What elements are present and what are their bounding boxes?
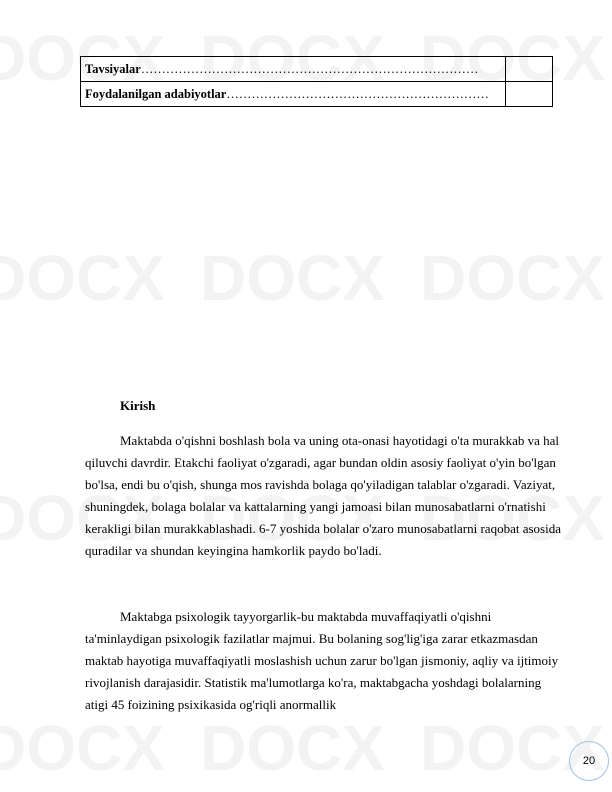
- toc-page-number: [506, 57, 553, 82]
- toc-dot-leader: ………………………………………………………: [226, 86, 489, 101]
- svg-text:DOCX: [0, 712, 165, 784]
- toc-entry[interactable]: [81, 82, 506, 107]
- toc-entry-title: Foydalanilgan adabiyotlar: [85, 86, 227, 101]
- page-number-badge: 20: [569, 741, 609, 781]
- toc-entry-title: Tavsiyalar: [85, 61, 141, 76]
- toc-row: [81, 82, 553, 107]
- section-heading: Kirish: [120, 398, 156, 413]
- svg-text:DOCX: [420, 242, 605, 314]
- toc-page-number: [506, 82, 553, 107]
- svg-text:DOCX: [200, 712, 385, 784]
- body-paragraph: Maktabga psixologik tayyorgarlik-bu maktabda muvaffaqiyatli o'qishni ta'minlaydigan psixologik fazilatlar majmui. Bu bolaning sog'lig'iga zarar etkazmasdan maktab hayotiga muvaffaqiyatli moslashish uchun zarur bo'lgan jismoniy, aqliy va ijtimoiy rivojlanish darajasidir. Statistik ma'lumotlarga ko'ra, maktabgacha yoshdagi bolalarning atigi 45 foizining psixikasida og'riqli anormallik: [85, 609, 559, 712]
- svg-text:DOCX: [200, 242, 385, 314]
- svg-text:DOCX: [0, 242, 165, 314]
- body-paragraph: Maktabda o'qishni boshlash bola va uning ota-onasi hayotidagi o'ta murakkab va hal qiluvchi davrdir. Etakchi faoliyat o'zgaradi, agar bundan oldin asosiy faoliyat o'yin bo'lgan bo'lsa, endi bu o'qish, shunga mos ravishda bolaga qo'yiladigan talablar o'zgaradi. Vaziyat, shuningdek, bolaga bolalar va kattalarning yangi jamoasi bilan munosabatlarni o'rnatishi kerakligi bilan murakkablashadi. 6-7 yoshida bolalar o'zaro munosabatlarni raqobat asosida quradilar va shundan keyingina hamkorlik paydo bo'ladi.: [85, 433, 561, 558]
- table-of-contents: [80, 56, 553, 107]
- toc-row: [81, 57, 553, 82]
- toc-dot-leader: ………………………………………………………………………: [140, 61, 479, 76]
- toc-entry[interactable]: [81, 57, 506, 82]
